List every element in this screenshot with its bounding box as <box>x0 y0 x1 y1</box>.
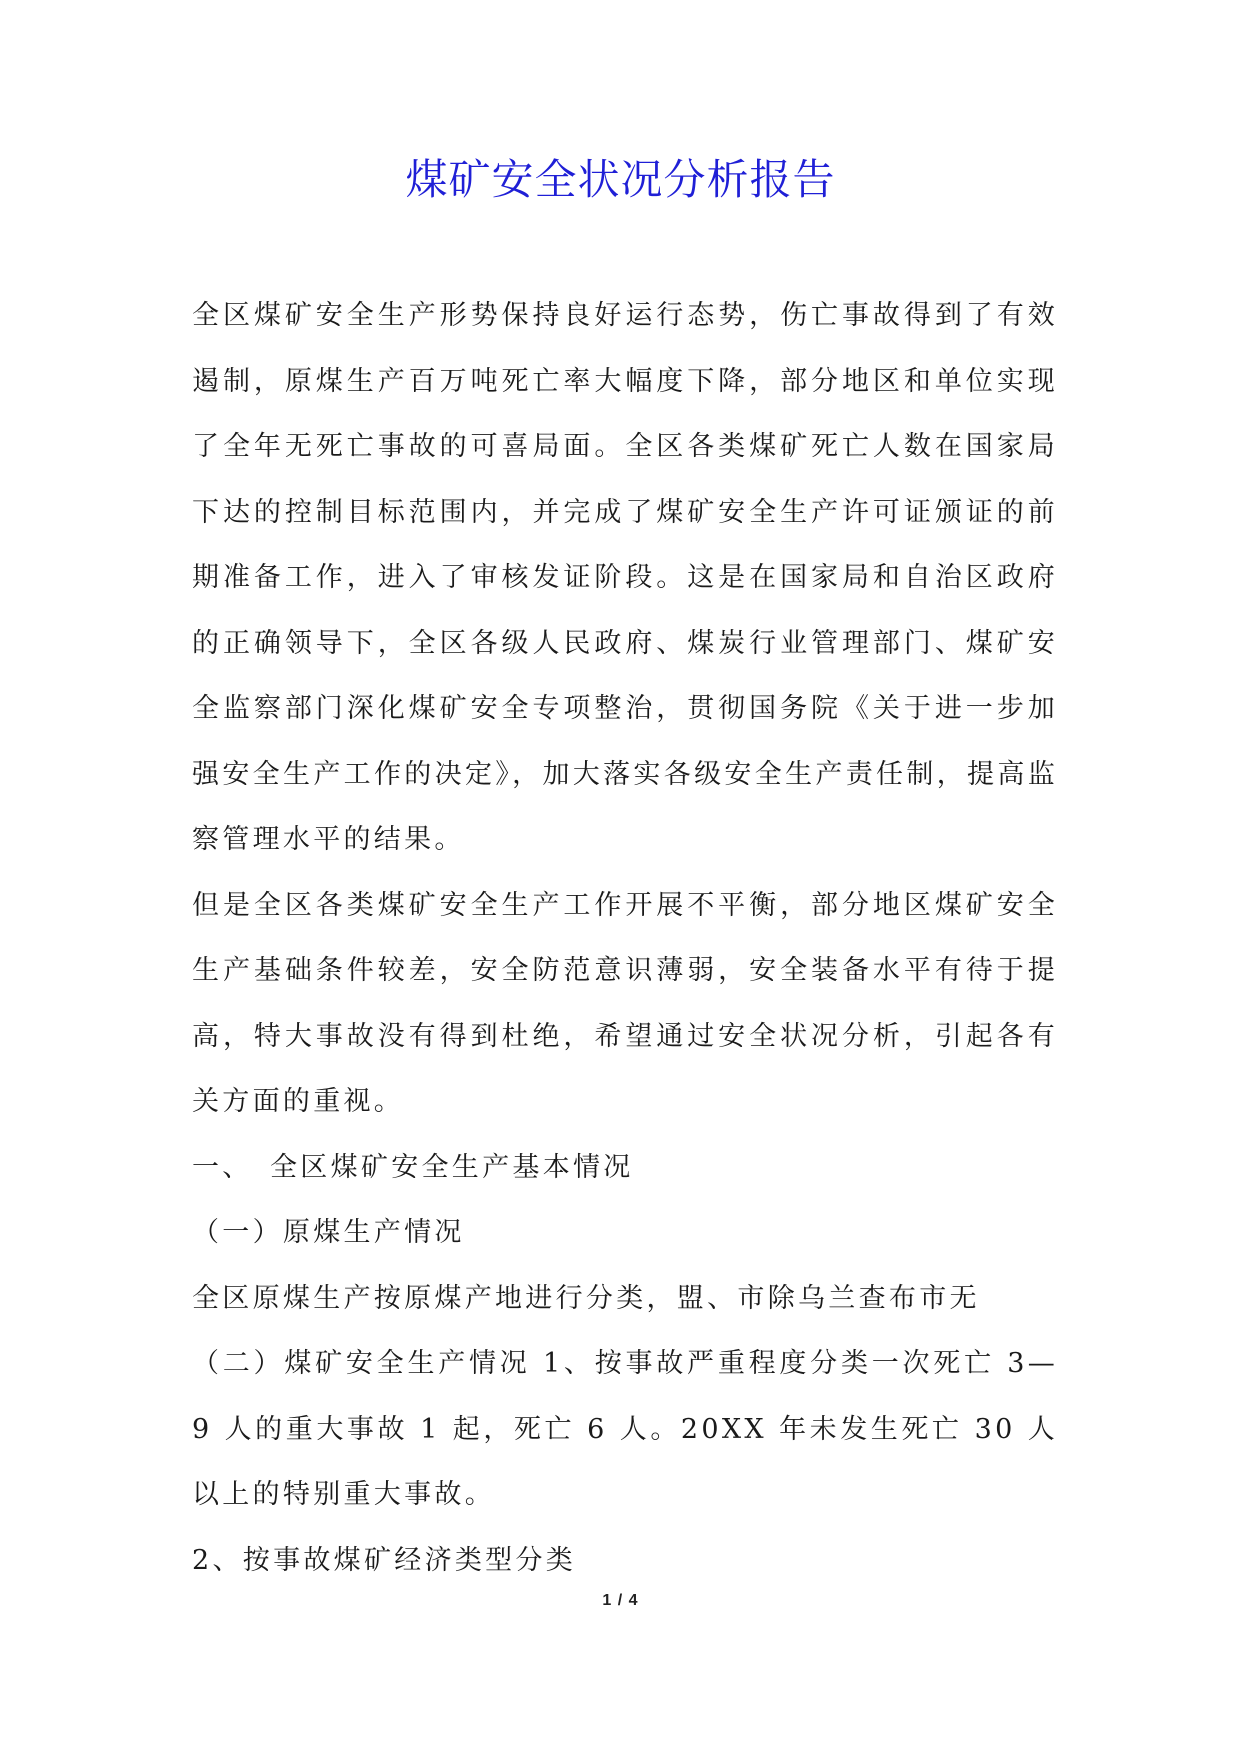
document-body <box>192 283 1058 1593</box>
document-title: 煤矿安全状况分析报告 <box>405 155 836 204</box>
section-heading-1 <box>192 1135 1058 1201</box>
paragraph-coal-production: 全区原煤生产按原煤产地进行分类，盟、市除乌兰查布市无 <box>192 1282 980 1314</box>
subsection-heading-1: （一）原煤生产情况 <box>192 1217 465 1248</box>
page-number: 1 / 4 <box>602 1592 639 1609</box>
paragraph-intro: 全区煤矿安全生产形势保持良好运行态势，伤亡事故得到了有效遏制，原煤生产百万吨死亡率大幅度下降，部分地区和单位实现了全年无死亡事故的可喜局面。全区各类煤矿死亡人数在国家局下达的控制目标范围内，并完成了煤矿安全生产许可证颁证的前期准备工作，进入了审核发证阶段。这是在国家局和自治区政府的正确领导下，全区各级人民政府、煤炭行业管理部门、煤矿安全监察部门深化煤矿安全专项整治，贯彻国务院《关于进一步加强安全生产工作的决定》，加大落实各级安全生产责任制，提高监察管理水平的结果。 <box>192 300 1058 855</box>
section-heading-text: 全区煤矿安全生产基本情况 <box>270 1151 634 1183</box>
section-number: 一、 <box>192 1151 253 1183</box>
paragraph-safety-situation: （二）煤矿安全生产情况 1、按事故严重程度分类一次死亡 3—9 人的重大事故 1 起，死亡 6 人。20XX 年未发生死亡 30 人以上的特别重大事故。 <box>192 1348 1058 1510</box>
paragraph-economic-type: 2、按事故煤矿经济类型分类 <box>192 1544 577 1576</box>
paragraph-issues: 但是全区各类煤矿安全生产工作开展不平衡，部分地区煤矿安全生产基础条件较差，安全防范意识薄弱，安全装备水平有待于提高，特大事故没有得到杜绝，希望通过安全状况分析，引起各有关方面的重视。 <box>192 889 1058 1117</box>
